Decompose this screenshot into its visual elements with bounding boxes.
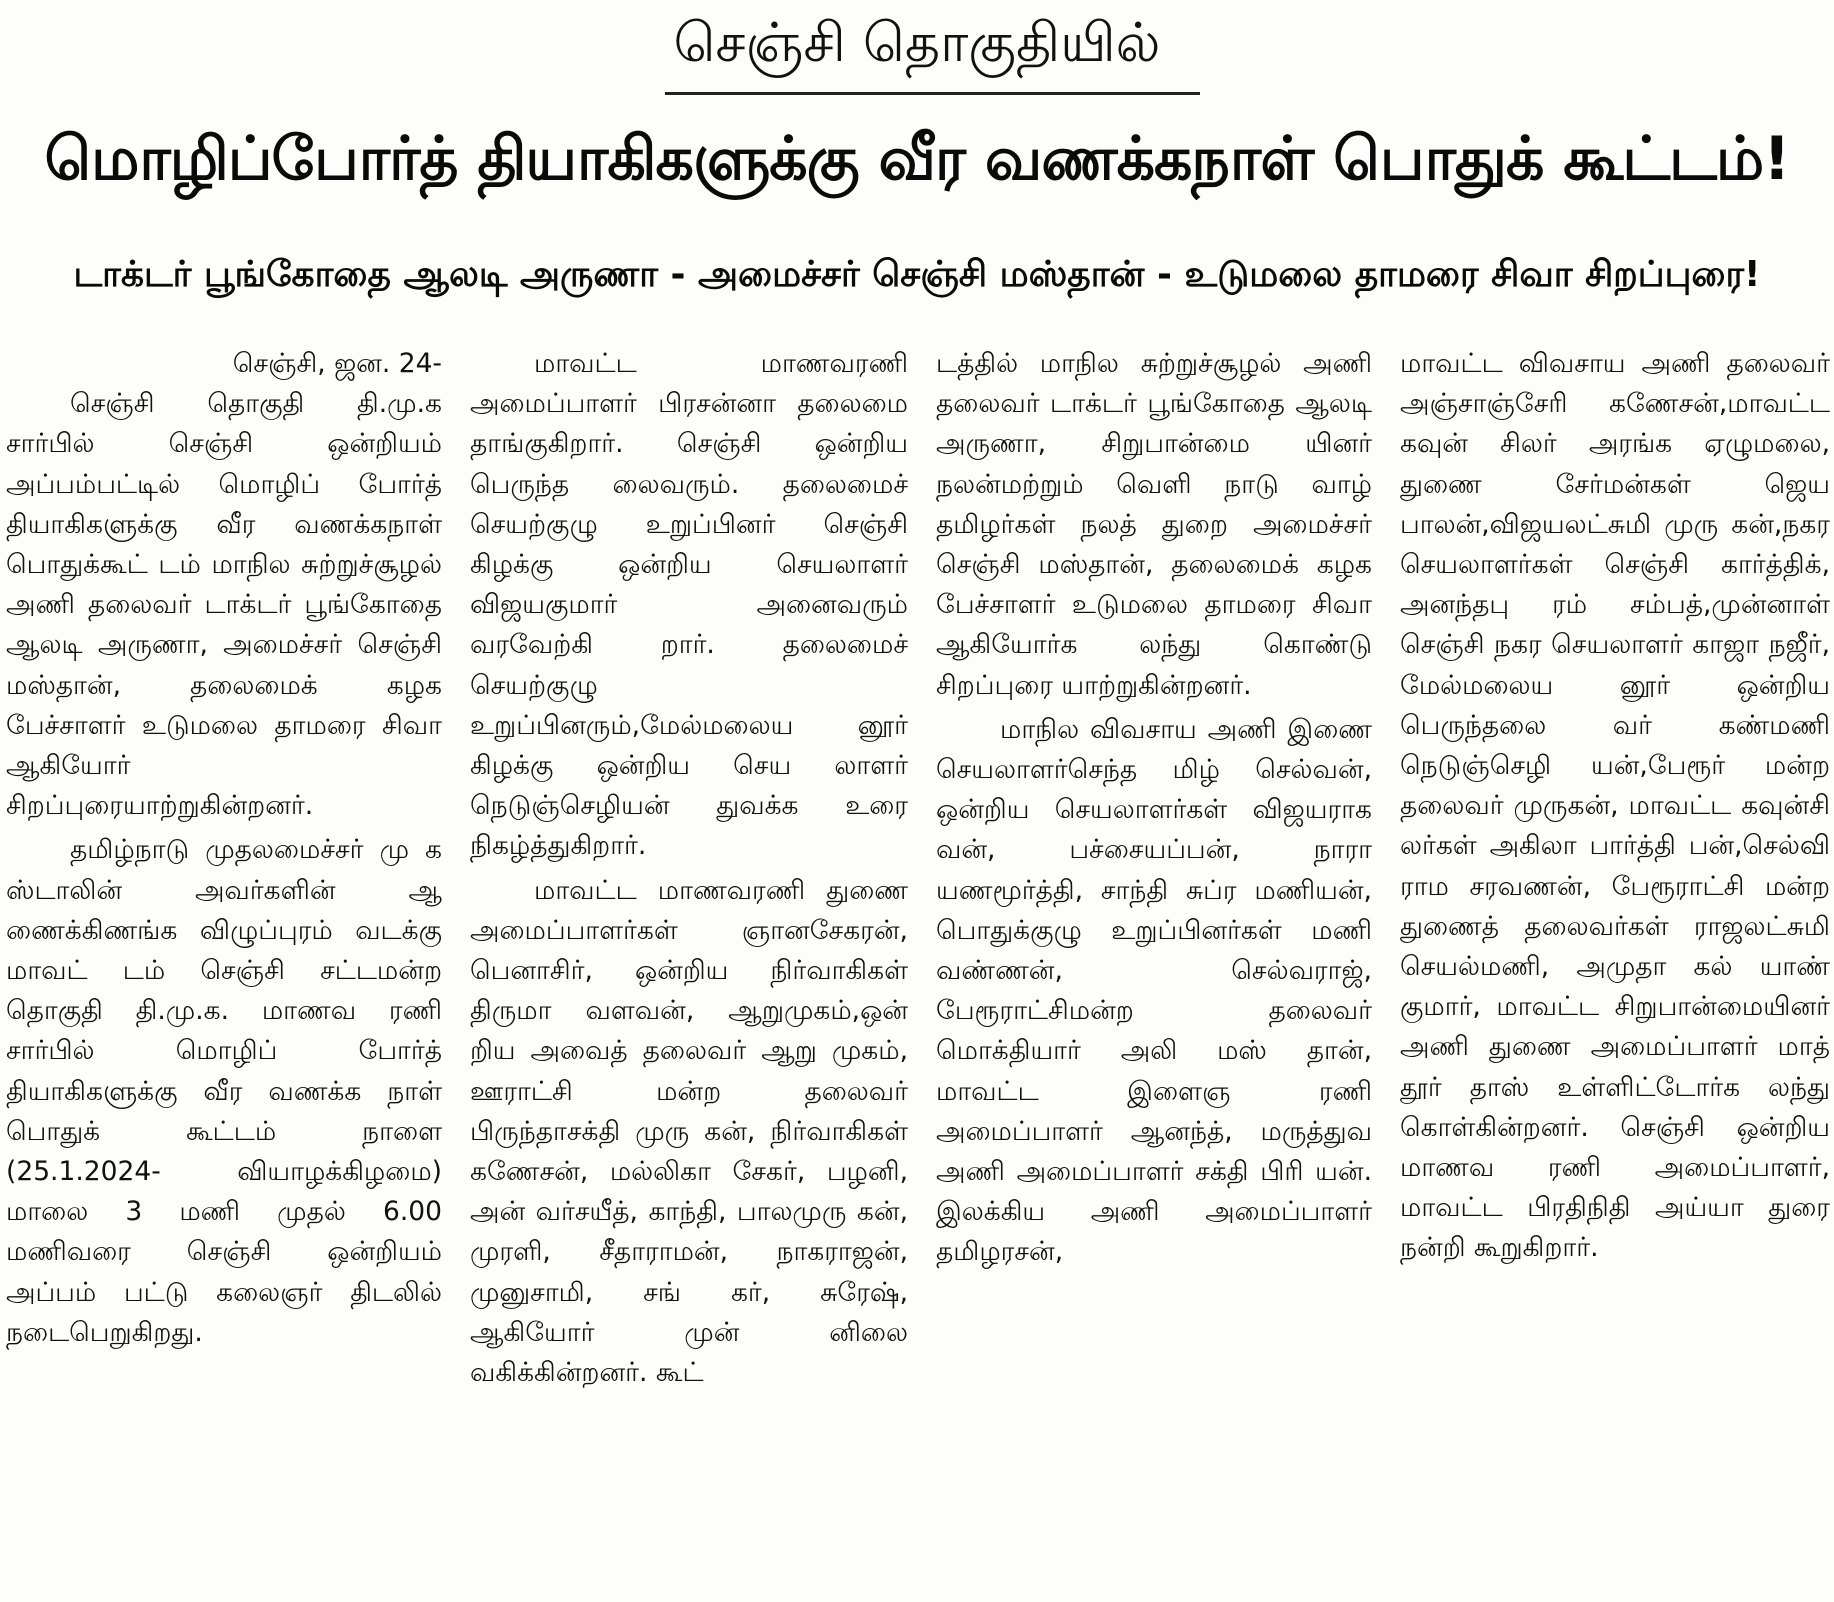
body-paragraph: தமிழ்நாடு முதலமைச்சர் மு க ஸ்டாலின் அவர்களின் ஆ ணைக்கிணங்க விழுப்புரம் வடக்கு மாவட் டம் செஞ்சி சட்டமன்ற தொகுதி தி.மு.க. மாணவ ரணி சார்பில் மொழிப் போர்த் தியாகிகளுக்கு வீர வணக்க நாள் பொதுக் கூட்டம் நாளை (25.1.2024- வியாழக்கிழமை) மாலை 3 மணி முதல் 6.00 மணிவரை செஞ்சி ஒன்றியம் அப்பம் பட்டு கலைஞர் திடலில் நடைபெறுகிறது. xyxy=(6,834,442,1348)
article-headline: மொழிப்போர்த் தியாகிகளுக்கு வீர வணக்கநாள் பொதுக் கூட்டம்! xyxy=(44,124,1790,194)
kicker-underline xyxy=(665,92,1200,95)
body-column-3 xyxy=(936,344,1372,1600)
body-paragraph: மாநில விவசாய அணி இணை செயலாளர்செந்த மிழ் செல்வன், ஒன்றிய செயலாளர்கள் விஜயராக வன், பச்சையப்பன், நாரா யணமூர்த்தி, சாந்தி சுப்ர மணியன், பொதுக்குழு உறுப்பினர்கள் மணி வண்ணன், செல்வராஜ், பேரூராட்சிமன்ற தலைவர் மொக்தியார் அலி மஸ் தான், மாவட்ட இளைஞ ரணி அமைப்பாளர் ஆனந்த், மருத்துவ அணி அமைப்பாளர் சக்தி பிரி யன். இலக்கிய அணி அமைப்பாளர் தமிழரசன், xyxy=(936,713,1372,1268)
article-kicker: செஞ்சி தொகுதியில் xyxy=(673,11,1161,74)
body-column-2 xyxy=(470,344,908,1600)
body-paragraph: மாவட்ட மாணவரணி அமைப்பாளர் பிரசன்னா தலைமை தாங்குகிறார். செஞ்சி ஒன்றிய பெருந்த லைவரும். தலைமைச் செயற்குழு உறுப்பினர் செஞ்சி கிழக்கு ஒன்றிய செயலாளர் விஜயகுமார் அனைவரும் வரவேற்கி றார். தலைமைச் செயற்குழு உறுப்பினரும்,மேல்மலைய னூர் கிழக்கு ஒன்றிய செய லாளர் நெடுஞ்செழியன் துவக்க உரை நிகழ்த்துகிறார். xyxy=(470,348,908,862)
body-column-4 xyxy=(1400,344,1830,1600)
body-paragraph: மாவட்ட மாணவரணி துணை அமைப்பாளர்கள் ஞானசேகரன், பெனாசிர், ஒன்றிய நிர்வாகிகள் திருமா வளவன், ஆறுமுகம்,ஒன் றிய அவைத் தலைவர் ஆறு முகம், ஊராட்சி மன்ற தலைவர் பிருந்தாசக்தி முரு கன், நிர்வாகிகள் கணேசன், மல்லிகா சேகர், பழனி, அன் வர்சயீத், காந்தி, பாலமுரு கன், முரளி, சீதாராமன், நாகராஜன், முனுசாமி, சங் கர், சுரேஷ், ஆகியோர் முன் னிலை வகிக்கின்றனர். கூட் xyxy=(470,874,908,1389)
body-paragraph: டத்தில் மாநில சுற்றுச்சூழல் அணி தலைவர் டாக்டர் பூங்கோதை ஆலடி அருணா, சிறுபான்மை யினர் நலன்மற்றும் வெளி நாடு வாழ் தமிழர்கள் நலத் துறை அமைச்சர் செஞ்சி மஸ்தான், தலைமைக் கழக பேச்சாளர் உடுமலை தாமரை சிவா ஆகியோர்க லந்து கொண்டு சிறப்புரை யாற்றுகின்றனர். xyxy=(936,348,1372,701)
article-body xyxy=(6,344,1830,1600)
body-column-1 xyxy=(6,344,442,1600)
article-subheadline: டாக்டர் பூங்கோதை ஆலடி அருணா - அமைச்சர் செஞ்சி மஸ்தான் - உடுமலை தாமரை சிவா சிறப்புரை! xyxy=(73,254,1761,295)
body-paragraph: செஞ்சி தொகுதி தி.மு.க சார்பில் செஞ்சி ஒன்றியம் அப்பம்பட்டில் மொழிப் போர்த் தியாகிகளுக்கு வீர வணக்கநாள் பொதுக்கூட் டம் மாநில சுற்றுச்சூழல் அணி தலைவர் டாக்டர் பூங்கோதை ஆலடி அருணா, அமைச்சர் செஞ்சி மஸ்தான், தலைமைக் கழக பேச்சாளர் உடுமலை தாமரை சிவா ஆகியோர் சிறப்புரையாற்றுகின்றனர். xyxy=(6,388,442,822)
article-dateline: செஞ்சி, ஜன. 24- xyxy=(232,348,442,379)
body-paragraph: மாவட்ட விவசாய அணி தலைவர் அஞ்சாஞ்சேரி கணேசன்,மாவட்ட கவுன் சிலர் அரங்க ஏழுமலை, துணை சேர்மன்கள் ஜெய பாலன்,விஜயலட்சுமி முரு கன்,நகர செயலாளர்கள் செஞ்சி கார்த்திக், அனந்தபு ரம் சம்பத்,முன்னாள் செஞ்சி நகர செயலாளர் காஜா நஜீர், மேல்மலைய னூர் ஒன்றிய பெருந்தலை வர் கண்மணி நெடுஞ்செழி யன்,பேரூர் மன்ற தலைவர் முருகன், மாவட்ட கவுன்சி லர்கள் அகிலா பார்த்தி பன்,செல்வி ராம சரவணன், பேரூராட்சி மன்ற துணைத் தலைவர்கள் ராஜலட்சுமி செயல்மணி, அமுதா கல் யாண் குமார், மாவட்ட சிறுபான்மையினர் அணி துணை அமைப்பாளர் மாத் தூர் தாஸ் உள்ளிட்டோர்க லந்து கொள்கின்றனர். செஞ்சி ஒன்றிய மாணவ ரணி அமைப்பாளர், மாவட்ட பிரதிநிதி அய்யா துரை நன்றி கூறுகிறார். xyxy=(1400,348,1830,1264)
